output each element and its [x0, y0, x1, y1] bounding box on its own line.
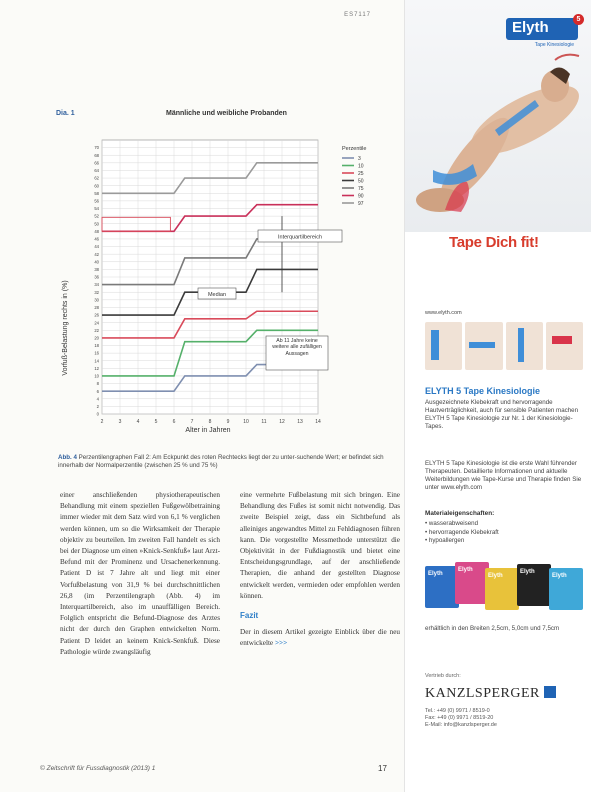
y-tick-label: 6 — [96, 388, 99, 394]
x-tick-label: 6 — [172, 419, 176, 425]
page-header: ES7117 — [344, 12, 371, 18]
legend-label: 3 — [358, 155, 361, 162]
distributor-mark-icon — [544, 686, 556, 698]
ad-paragraph: ELYTH 5 Tape Kinesiologie ist die erste Wahl führender Therapeuten. Detaillierte Informationen und aktuelle Weiterbildungen wie Tape-Kurse und Therapie finden Sie unter www.elyth.com — [425, 460, 582, 491]
y-tick-label: 4 — [96, 396, 99, 402]
y-tick-label: 10 — [94, 373, 99, 379]
x-tick-label: 5 — [154, 419, 158, 425]
y-tick-label: 24 — [94, 320, 99, 326]
product-box — [517, 564, 551, 606]
y-tick-label: 68 — [94, 152, 99, 158]
annotation-median-text: Median — [207, 292, 227, 298]
y-tick-label: 20 — [94, 335, 99, 341]
product-box — [455, 562, 489, 604]
chart-grid — [102, 140, 318, 414]
box-label: Elyth — [458, 567, 473, 573]
product-boxes — [425, 558, 585, 616]
annotation-median — [198, 288, 236, 299]
y-tick-label: 18 — [94, 343, 99, 349]
footer-journal: © Zeitschrift für Fussdiagnostik (2013) 1 — [40, 765, 156, 772]
legend-title: Perzentile — [342, 146, 367, 152]
thumbnail-image — [465, 322, 502, 370]
availability-text: erhältlich in den Breiten 2,5cm, 5,0cm und 7,5cm — [425, 625, 560, 632]
properties-title: Materialeigenschaften: — [425, 510, 495, 517]
distributor-name: KANZLSPERGER — [425, 686, 540, 701]
y-tick-label: 66 — [94, 160, 99, 166]
y-tick-label: 32 — [94, 289, 99, 295]
brand-logo — [506, 16, 581, 40]
y-tick-label: 14 — [94, 358, 99, 364]
chart-title: Männliche und weibliche Probanden — [166, 110, 287, 117]
legend-label: 10 — [358, 163, 364, 170]
percentile-chart — [40, 118, 400, 448]
property-item: • hypoallergen — [425, 537, 465, 544]
contact-fax: Fax: +49 (0) 9971 / 8519-20 — [425, 715, 494, 721]
continue-arrow: >>> — [274, 639, 288, 648]
product-box — [425, 566, 459, 608]
brand-badge: 5 — [573, 14, 584, 25]
article-column — [40, 18, 400, 778]
y-tick-label: 16 — [94, 350, 99, 356]
x-tick-label: 13 — [297, 419, 303, 425]
y-tick-label: 40 — [94, 259, 99, 265]
legend-label: 90 — [358, 193, 364, 200]
body-column-2 — [240, 490, 400, 650]
x-tick-label: 8 — [208, 419, 212, 425]
box-label: Elyth — [552, 573, 567, 579]
properties-list — [425, 520, 499, 546]
y-tick-label: 42 — [94, 251, 99, 257]
distributor-logo — [425, 686, 556, 702]
product-title: ELYTH 5 Tape Kinesiologie — [425, 386, 541, 396]
y-tick-label: 46 — [94, 236, 99, 242]
x-axis-label: Alter in Jahren — [185, 427, 231, 434]
x-tick-label: 4 — [136, 419, 140, 425]
legend-label: 97 — [358, 200, 364, 207]
contact-phone: Tel.: +49 (0) 9971 / 8519-0 — [425, 708, 490, 714]
ad-paragraph: Ausgezeichnete Klebekraft und hervorragende Hautverträglichkeit, auch für sensible Patienten machen ELYTH 5 Tape Kinesiologie zur Nr. 1 der Kinesiologie-Tapes. — [425, 399, 579, 430]
y-axis-label: Vorfuß-Belastung rechts in (%) — [62, 280, 69, 376]
y-tick-label: 28 — [94, 305, 99, 311]
x-tick-label: 14 — [315, 419, 321, 425]
y-tick-label: 60 — [94, 183, 99, 189]
annotation-interquartile-text: Interquartilbereich — [277, 234, 323, 241]
x-tick-label: 3 — [118, 419, 122, 425]
ad-photo — [405, 0, 591, 232]
section-heading-fazit: Fazit — [240, 611, 259, 621]
distributor-contact — [425, 708, 497, 729]
contact-email[interactable]: E-Mail: info@kanzlsperger.de — [425, 722, 497, 728]
y-tick-label: 8 — [96, 381, 99, 387]
product-box — [549, 568, 583, 610]
thumbnail-image — [425, 322, 462, 370]
y-tick-label: 44 — [94, 244, 99, 250]
product-box — [485, 568, 519, 610]
ad-thumbnails — [425, 322, 583, 370]
y-tick-label: 36 — [94, 274, 99, 280]
y-tick-label: 22 — [94, 327, 99, 333]
body-paragraph: eine vermehrte Fußbelastung mit sich bringen. Eine Behandlung des Fußes ist somit nicht notwendig. Das zweite Beispiel zeigt, dass ein Sichtbefund als alleiniges angewandtes Mittel zu Fehldiagnosen führen kann. Die vorgestellte Messmethode unterstützt die Objektivität in der Fußdiagnostik und bietet eine Entscheidungsgrundlage, auf der anschließende Therapien, die anhand der gestellten Diagnose entwickelt werden, vermieden oder empfohlen werden können. — [240, 491, 400, 600]
x-tick-label: 10 — [243, 419, 249, 425]
y-tick-label: 30 — [94, 297, 99, 303]
y-tick-label: 26 — [94, 312, 99, 318]
brand-name: Elyth — [512, 19, 549, 36]
legend-label: 75 — [358, 185, 364, 192]
x-tick-label: 7 — [190, 419, 194, 425]
x-tick-label: 12 — [279, 419, 285, 425]
caption-lead: Abb. 4 — [58, 454, 77, 461]
x-tick-label: 2 — [100, 419, 104, 425]
figure-label: Dia. 1 — [56, 110, 75, 117]
y-tick-label: 70 — [94, 145, 99, 151]
annotation-sample — [266, 336, 328, 370]
x-tick-label: 9 — [226, 419, 230, 425]
y-tick-label: 2 — [96, 403, 99, 409]
y-tick-label: 12 — [94, 365, 99, 371]
ad-slogan: Tape Dich fit! — [449, 234, 539, 251]
y-tick-label: 50 — [94, 221, 99, 227]
annotation-sample-text: Ab 11 Jahre keine weitere alle zufälligen Aussagen — [272, 338, 322, 357]
y-tick-label: 62 — [94, 175, 99, 181]
legend-label: 50 — [358, 178, 364, 185]
y-tick-label: 56 — [94, 198, 99, 204]
annotation-interquartile — [258, 230, 342, 242]
box-label: Elyth — [520, 569, 535, 575]
y-tick-label: 52 — [94, 213, 99, 219]
page-number: 17 — [378, 764, 387, 773]
brand-subtitle: Tape Kinesiologie — [534, 42, 574, 48]
box-label: Elyth — [428, 571, 443, 577]
body-paragraph-fazit: Der in diesem Artikel gezeigte Einblick über die neu entwickelte — [240, 628, 400, 648]
legend-label: 25 — [358, 170, 364, 177]
y-tick-label: 38 — [94, 266, 99, 272]
y-tick-label: 54 — [94, 206, 99, 212]
advertisement[interactable] — [404, 0, 591, 792]
y-tick-label: 64 — [94, 168, 99, 174]
property-item: • wasserabweisend — [425, 520, 479, 527]
property-item: • hervorragende Klebekraft — [425, 528, 499, 536]
thumbnail-image — [506, 322, 543, 370]
x-tick-label: 11 — [261, 419, 267, 425]
distributor-label: Vertrieb durch: — [425, 673, 461, 679]
y-tick-label: 58 — [94, 190, 99, 196]
ad-url[interactable]: www.elyth.com — [425, 310, 462, 316]
y-tick-label: 34 — [94, 282, 99, 288]
thumbnail-image — [546, 322, 583, 370]
y-tick-label: 0 — [96, 411, 99, 417]
y-tick-label: 48 — [94, 228, 99, 234]
box-label: Elyth — [488, 573, 503, 579]
body-column-1: einer anschließenden physiotherapeutischen Behandlung mit einem speziellen Fußgewölbetraining immer wieder mit dem Satz wird von 6,1 % verglichen werden können, um so die Wirksamkeit der Therapie objektiv zu beurteilen. Im zweiten Fall handelt es sich bei der Diagnose um einen »Knick-Senkfuß« laut Arzt-Befund mit der Prominenz und Ursachenerkennung. Patient D ist 7 Jahre alt und liegt mit einer Vorfußbelastung von 31,9 % bei durchschnittlichen 26,8 (im Perzentilengraph (Abb. 4) im Interquartilbereich, also im unauffälligen Bereich. Folglich entspricht die Befund-Diagnose des Arztes nicht der durch den Graphen entwickelten Norm. Patient D leidet an keinem Knick-Senkfuß. Diese Pathologie würde zwangsläufig — [60, 491, 220, 656]
caption-text: Perzentilengraphen Fall 2: Am Eckpunkt des roten Rechtecks liegt der zu unter-suchende Wert; er befindet sich innerhalb der Normalperzentile (zwischen 25 % und 75 %) — [58, 454, 384, 469]
figure-caption — [58, 454, 403, 470]
